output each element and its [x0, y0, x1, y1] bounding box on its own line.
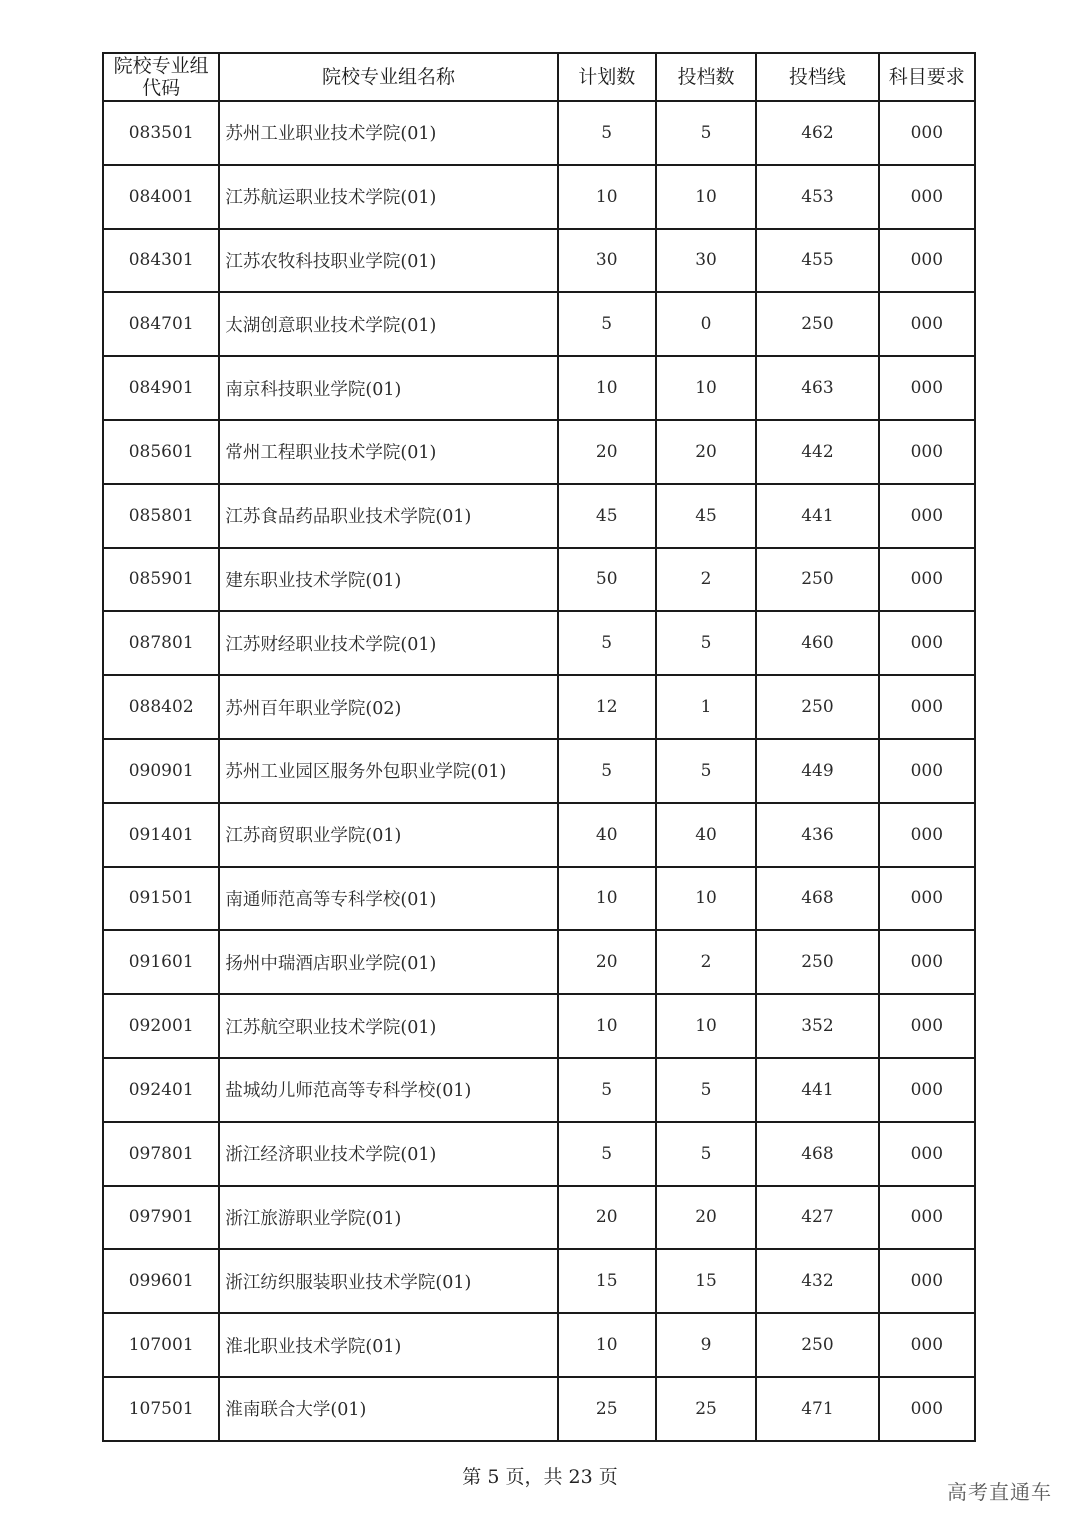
header-subject: 科目要求 [879, 53, 975, 101]
cell-code: 084301 [103, 229, 219, 293]
table-row [103, 548, 975, 612]
cell-subject: 000 [879, 420, 975, 484]
cell-plan: 45 [558, 484, 656, 548]
table-row [103, 1249, 975, 1313]
cell-subject: 000 [879, 930, 975, 994]
cell-subject: 000 [879, 356, 975, 420]
cell-code: 092401 [103, 1058, 219, 1122]
cell-name: 苏州工业职业技术学院(01) [219, 101, 557, 165]
cell-line: 250 [756, 292, 878, 356]
cell-code: 084701 [103, 292, 219, 356]
cell-name: 淮南联合大学(01) [219, 1377, 557, 1441]
cell-admit: 10 [656, 867, 756, 931]
cell-name: 淮北职业技术学院(01) [219, 1313, 557, 1377]
cell-code: 107501 [103, 1377, 219, 1441]
cell-plan: 10 [558, 356, 656, 420]
cell-admit: 30 [656, 229, 756, 293]
cell-admit: 20 [656, 420, 756, 484]
cell-admit: 25 [656, 1377, 756, 1441]
cell-admit: 45 [656, 484, 756, 548]
cell-admit: 2 [656, 548, 756, 612]
cell-subject: 000 [879, 994, 975, 1058]
cell-line: 432 [756, 1249, 878, 1313]
page-number: 第 5 页，共 23 页 [462, 1466, 618, 1488]
cell-name: 南通师范高等专科学校(01) [219, 867, 557, 931]
cell-name: 江苏航运职业技术学院(01) [219, 165, 557, 229]
cell-code: 085801 [103, 484, 219, 548]
cell-plan: 5 [558, 101, 656, 165]
table-row [103, 675, 975, 739]
table-row [103, 229, 975, 293]
header-name: 院校专业组名称 [219, 53, 557, 101]
table-row [103, 165, 975, 229]
cell-line: 427 [756, 1186, 878, 1250]
cell-admit: 5 [656, 739, 756, 803]
cell-admit: 20 [656, 1186, 756, 1250]
cell-code: 084901 [103, 356, 219, 420]
cell-line: 462 [756, 101, 878, 165]
cell-subject: 000 [879, 101, 975, 165]
cell-name: 建东职业技术学院(01) [219, 548, 557, 612]
table-row [103, 739, 975, 803]
cell-subject: 000 [879, 739, 975, 803]
cell-plan: 25 [558, 1377, 656, 1441]
cell-subject: 000 [879, 1058, 975, 1122]
cell-admit: 5 [656, 101, 756, 165]
cell-plan: 10 [558, 165, 656, 229]
cell-line: 250 [756, 1313, 878, 1377]
cell-code: 091401 [103, 803, 219, 867]
cell-name: 苏州百年职业学院(02) [219, 675, 557, 739]
cell-line: 250 [756, 548, 878, 612]
cell-subject: 000 [879, 1249, 975, 1313]
cell-line: 436 [756, 803, 878, 867]
cell-name: 扬州中瑞酒店职业学院(01) [219, 930, 557, 994]
cell-subject: 000 [879, 675, 975, 739]
cell-subject: 000 [879, 611, 975, 675]
cell-subject: 000 [879, 1122, 975, 1186]
cell-subject: 000 [879, 803, 975, 867]
cell-admit: 10 [656, 165, 756, 229]
cell-admit: 15 [656, 1249, 756, 1313]
cell-name: 浙江纺织服装职业技术学院(01) [219, 1249, 557, 1313]
watermark: 高考直通车 [947, 1480, 1052, 1504]
cell-subject: 000 [879, 1313, 975, 1377]
table-row [103, 1058, 975, 1122]
cell-line: 442 [756, 420, 878, 484]
table-row [103, 930, 975, 994]
cell-plan: 5 [558, 1058, 656, 1122]
cell-subject: 000 [879, 548, 975, 612]
table-row [103, 1122, 975, 1186]
cell-admit: 5 [656, 1058, 756, 1122]
cell-code: 097901 [103, 1186, 219, 1250]
cell-plan: 20 [558, 1186, 656, 1250]
cell-line: 460 [756, 611, 878, 675]
cell-name: 太湖创意职业技术学院(01) [219, 292, 557, 356]
table-row [103, 611, 975, 675]
cell-code: 107001 [103, 1313, 219, 1377]
cell-subject: 000 [879, 229, 975, 293]
cell-plan: 10 [558, 994, 656, 1058]
cell-plan: 12 [558, 675, 656, 739]
cell-plan: 20 [558, 420, 656, 484]
cell-subject: 000 [879, 484, 975, 548]
cell-name: 江苏财经职业技术学院(01) [219, 611, 557, 675]
cell-code: 088402 [103, 675, 219, 739]
cell-admit: 0 [656, 292, 756, 356]
cell-name: 常州工程职业技术学院(01) [219, 420, 557, 484]
cell-code: 091601 [103, 930, 219, 994]
table-row [103, 994, 975, 1058]
cell-code: 097801 [103, 1122, 219, 1186]
table-row [103, 484, 975, 548]
cell-code: 084001 [103, 165, 219, 229]
cell-code: 092001 [103, 994, 219, 1058]
cell-subject: 000 [879, 292, 975, 356]
cell-line: 453 [756, 165, 878, 229]
cell-code: 085901 [103, 548, 219, 612]
table-row [103, 1377, 975, 1441]
cell-plan: 10 [558, 867, 656, 931]
cell-name: 浙江经济职业技术学院(01) [219, 1122, 557, 1186]
header-code [103, 53, 219, 101]
cell-line: 468 [756, 1122, 878, 1186]
cell-code: 087801 [103, 611, 219, 675]
cell-admit: 1 [656, 675, 756, 739]
cell-plan: 5 [558, 292, 656, 356]
table-row [103, 803, 975, 867]
cell-plan: 5 [558, 611, 656, 675]
header-code-label: 院校专业组代码 [113, 55, 209, 99]
cell-plan: 20 [558, 930, 656, 994]
admission-table [102, 52, 976, 1442]
cell-admit: 5 [656, 1122, 756, 1186]
cell-code: 099601 [103, 1249, 219, 1313]
admission-table-container [102, 52, 976, 1442]
table-row [103, 101, 975, 165]
cell-admit: 10 [656, 356, 756, 420]
cell-admit: 10 [656, 994, 756, 1058]
cell-line: 250 [756, 675, 878, 739]
cell-admit: 5 [656, 611, 756, 675]
header-admit: 投档数 [656, 53, 756, 101]
cell-name: 南京科技职业学院(01) [219, 356, 557, 420]
table-body [103, 101, 975, 1441]
cell-name: 浙江旅游职业学院(01) [219, 1186, 557, 1250]
cell-admit: 2 [656, 930, 756, 994]
cell-plan: 5 [558, 739, 656, 803]
cell-line: 463 [756, 356, 878, 420]
cell-name: 盐城幼儿师范高等专科学校(01) [219, 1058, 557, 1122]
cell-admit: 9 [656, 1313, 756, 1377]
cell-name: 苏州工业园区服务外包职业学院(01) [219, 739, 557, 803]
cell-line: 455 [756, 229, 878, 293]
cell-plan: 10 [558, 1313, 656, 1377]
header-plan: 计划数 [558, 53, 656, 101]
cell-line: 449 [756, 739, 878, 803]
cell-subject: 000 [879, 1186, 975, 1250]
cell-admit: 40 [656, 803, 756, 867]
cell-line: 468 [756, 867, 878, 931]
cell-name: 江苏航空职业技术学院(01) [219, 994, 557, 1058]
cell-name: 江苏农牧科技职业学院(01) [219, 229, 557, 293]
cell-code: 090901 [103, 739, 219, 803]
cell-code: 085601 [103, 420, 219, 484]
cell-line: 352 [756, 994, 878, 1058]
cell-subject: 000 [879, 165, 975, 229]
table-header-row [103, 53, 975, 101]
cell-plan: 5 [558, 1122, 656, 1186]
cell-plan: 30 [558, 229, 656, 293]
cell-plan: 15 [558, 1249, 656, 1313]
cell-subject: 000 [879, 1377, 975, 1441]
table-row [103, 1186, 975, 1250]
cell-code: 091501 [103, 867, 219, 931]
cell-name: 江苏商贸职业学院(01) [219, 803, 557, 867]
cell-plan: 50 [558, 548, 656, 612]
table-row [103, 1313, 975, 1377]
cell-line: 441 [756, 1058, 878, 1122]
cell-line: 250 [756, 930, 878, 994]
cell-line: 441 [756, 484, 878, 548]
cell-line: 471 [756, 1377, 878, 1441]
table-row [103, 867, 975, 931]
table-row [103, 292, 975, 356]
cell-plan: 40 [558, 803, 656, 867]
cell-name: 江苏食品药品职业技术学院(01) [219, 484, 557, 548]
table-row [103, 356, 975, 420]
cell-subject: 000 [879, 867, 975, 931]
header-line: 投档线 [756, 53, 878, 101]
table-row [103, 420, 975, 484]
cell-code: 083501 [103, 101, 219, 165]
